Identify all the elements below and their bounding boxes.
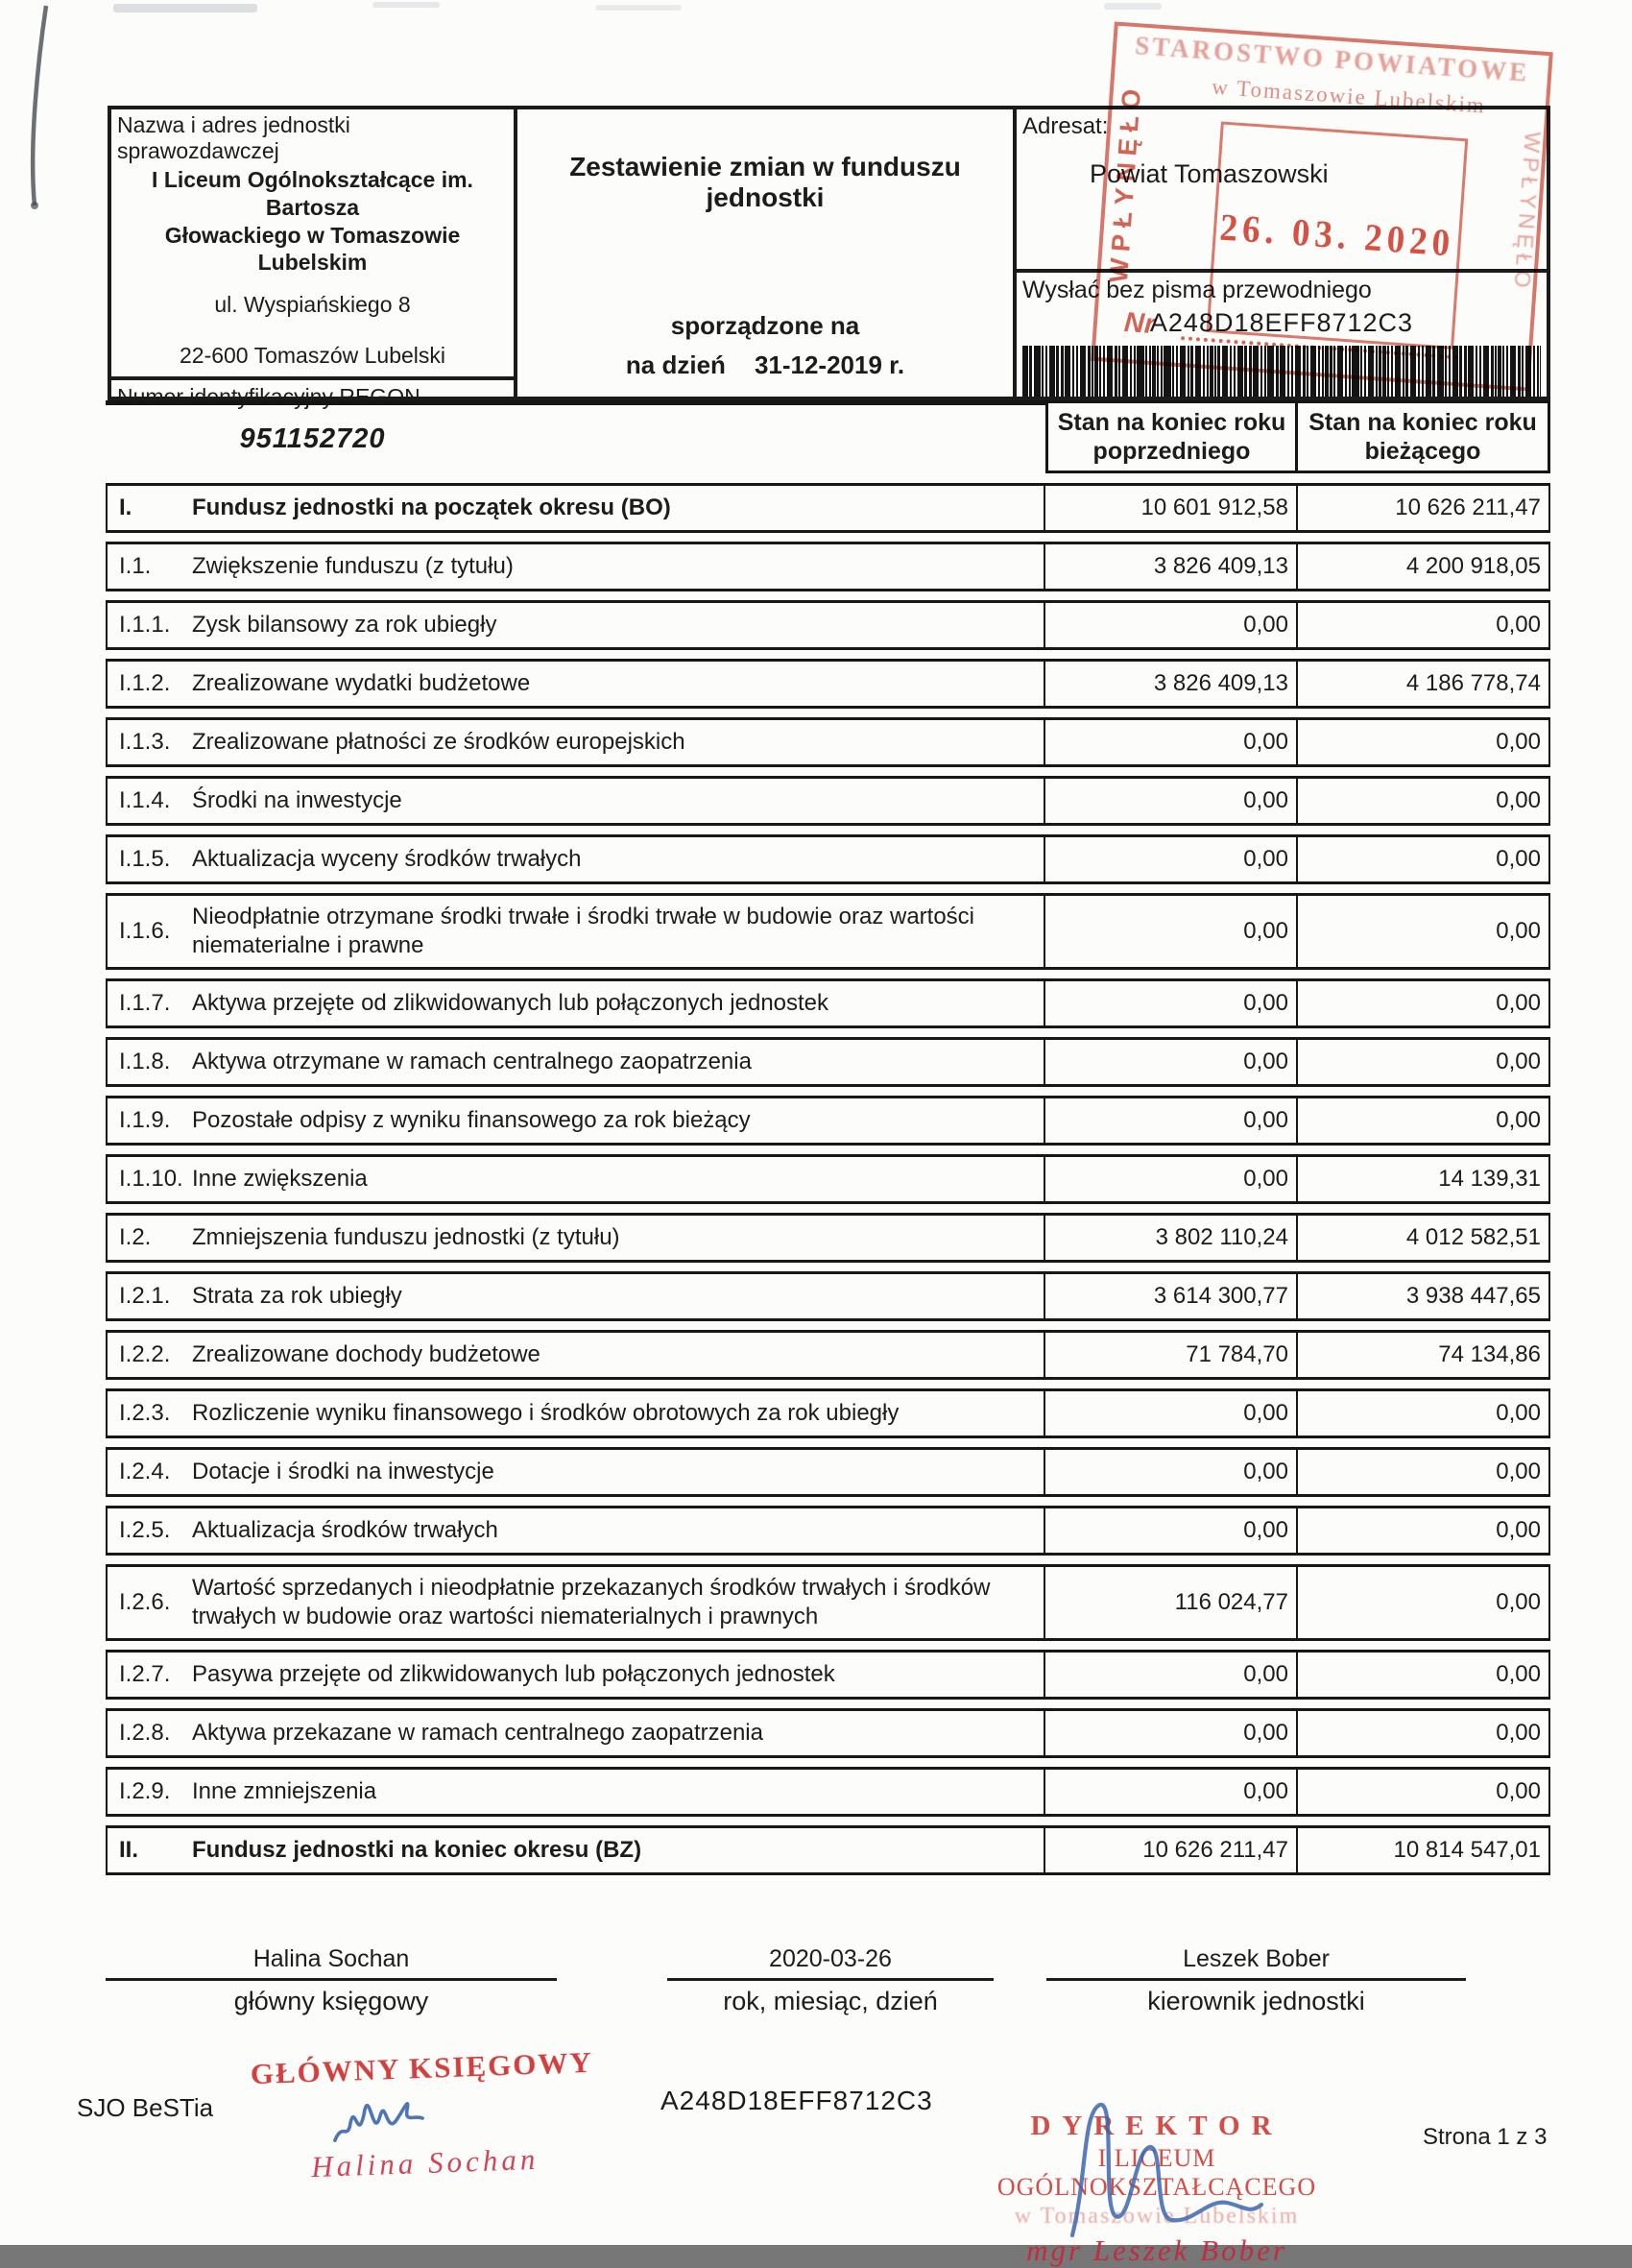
fund-changes-table bbox=[106, 400, 1550, 1884]
chief-accountant-stamp-name: Halina Sochan bbox=[310, 2141, 540, 2184]
row-value-current: 74 134,86 bbox=[1296, 1333, 1548, 1377]
row-label: Fundusz jednostki na początek okresu (BO) bbox=[192, 495, 671, 520]
row-value-current: 0,00 bbox=[1296, 603, 1548, 647]
row-label: Aktualizacja wyceny środków trwałych bbox=[192, 846, 582, 872]
system-name: SJO BeSTia bbox=[77, 2093, 214, 2122]
row-value-current: 0,00 bbox=[1296, 1098, 1548, 1143]
row-value-current: 0,00 bbox=[1296, 1040, 1548, 1084]
signature-accountant bbox=[106, 1945, 557, 2016]
row-value-current: 10 814 547,01 bbox=[1296, 1828, 1548, 1872]
row-value-previous: 3 826 409,13 bbox=[1044, 544, 1296, 589]
row-id: I.1.8. bbox=[119, 1049, 171, 1074]
table-row bbox=[106, 1154, 1550, 1204]
table-row bbox=[106, 1564, 1550, 1641]
document-code: A248D18EFF8712C3 bbox=[1149, 308, 1414, 337]
table-row bbox=[106, 834, 1550, 884]
row-label: Strata za rok ubiegły bbox=[192, 1283, 402, 1309]
row-value-previous: 116 024,77 bbox=[1044, 1567, 1296, 1638]
table-row bbox=[106, 776, 1550, 826]
scan-artifact bbox=[1104, 3, 1162, 10]
table-row bbox=[106, 1037, 1550, 1087]
row-value-previous: 0,00 bbox=[1044, 779, 1296, 823]
column-header-current-year: Stan na koniec roku bieżącego bbox=[1298, 400, 1550, 473]
row-label: Aktualizacja środków trwałych bbox=[192, 1517, 498, 1543]
table-row bbox=[106, 1447, 1550, 1497]
row-value-current: 0,00 bbox=[1296, 1508, 1548, 1553]
row-value-current: 0,00 bbox=[1296, 837, 1548, 881]
row-id: I.1.9. bbox=[119, 1107, 171, 1133]
unit-name bbox=[111, 166, 514, 277]
row-value-previous: 0,00 bbox=[1044, 720, 1296, 764]
table-row bbox=[106, 1213, 1550, 1263]
send-note: Wysłać bez pisma przewodniego bbox=[1022, 277, 1372, 303]
row-label: Zrealizowane dochody budżetowe bbox=[192, 1341, 540, 1367]
unit-city: 22-600 Tomaszów Lubelski bbox=[179, 343, 445, 368]
row-id: I.2.7. bbox=[119, 1661, 171, 1687]
row-id: I.1.7. bbox=[119, 990, 171, 1016]
row-value-previous: 10 626 211,47 bbox=[1044, 1828, 1296, 1872]
regon-value: 951152720 bbox=[239, 423, 386, 454]
row-value-current: 0,00 bbox=[1296, 1770, 1548, 1814]
row-id: I.1.3. bbox=[119, 729, 171, 755]
row-label: Pozostałe odpisy z wyniku finansowego za rok bieżący bbox=[192, 1107, 751, 1133]
director-stamp-city: w Tomaszowie Lubelskim bbox=[1014, 2204, 1300, 2229]
as-of-date bbox=[626, 350, 904, 380]
director-stamp-title: DYREKTOR bbox=[1030, 2111, 1284, 2141]
table-row bbox=[106, 483, 1550, 533]
row-label: Zrealizowane wydatki budżetowe bbox=[192, 670, 531, 696]
table-row bbox=[106, 1650, 1550, 1700]
chief-accountant-stamp-title: GŁÓWNY KSIĘGOWY bbox=[250, 2044, 594, 2091]
stamp-received-right: WPŁYNĘŁO bbox=[1509, 131, 1546, 294]
chief-accountant-stamp bbox=[225, 2044, 622, 2187]
row-value-previous: 0,00 bbox=[1044, 1450, 1296, 1494]
row-id: I.2.2. bbox=[119, 1341, 171, 1367]
table-row bbox=[106, 542, 1550, 591]
barcode bbox=[1022, 346, 1541, 397]
row-value-previous: 0,00 bbox=[1044, 1040, 1296, 1084]
row-label: Zwiększenie funduszu (z tytułu) bbox=[192, 553, 514, 579]
row-label: Nieodpłatnie otrzymane środki trwałe i środki trwałe w budowie oraz wartości niematerialne i prawne bbox=[192, 904, 975, 958]
row-label: Inne zmniejszenia bbox=[192, 1778, 377, 1804]
table-row bbox=[106, 659, 1550, 709]
row-value-current: 0,00 bbox=[1296, 1653, 1548, 1697]
row-value-previous: 0,00 bbox=[1044, 1157, 1296, 1201]
table-row bbox=[106, 1506, 1550, 1556]
row-label: Zrealizowane płatności ze środków europejskich bbox=[192, 729, 685, 755]
row-label: Aktywa przekazane w ramach centralnego zaopatrzenia bbox=[192, 1720, 763, 1746]
scan-artifact bbox=[113, 4, 257, 12]
row-id: I.1.5. bbox=[119, 846, 171, 872]
signature-role: kierownik jednostki bbox=[1147, 1987, 1365, 2015]
row-value-previous: 0,00 bbox=[1044, 837, 1296, 881]
row-value-previous: 0,00 bbox=[1044, 1508, 1296, 1553]
row-value-previous: 3 826 409,13 bbox=[1044, 662, 1296, 706]
row-value-previous: 0,00 bbox=[1044, 1770, 1296, 1814]
row-value-previous: 0,00 bbox=[1044, 1653, 1296, 1697]
addressee-section bbox=[1017, 109, 1547, 273]
page-number: Strona 1 z 3 bbox=[1423, 2124, 1548, 2150]
row-label: Aktywa przejęte od zlikwidowanych lub połączonych jednostek bbox=[192, 990, 829, 1016]
row-value-current: 0,00 bbox=[1296, 1711, 1548, 1755]
signature-name: 2020-03-26 bbox=[769, 1945, 892, 1972]
addressee-label: Adresat: bbox=[1022, 113, 1109, 139]
table-header bbox=[106, 400, 1550, 473]
row-label: Środki na inwestycje bbox=[192, 787, 402, 813]
row-value-current: 0,00 bbox=[1296, 1391, 1548, 1436]
row-id: II. bbox=[119, 1837, 139, 1863]
reporting-unit-box bbox=[108, 106, 517, 454]
row-value-previous: 0,00 bbox=[1044, 1098, 1296, 1143]
row-id: I. bbox=[119, 495, 132, 520]
title-box bbox=[517, 106, 1017, 400]
unit-box-label: Nazwa i adres jednostki sprawozdawczej bbox=[117, 112, 350, 163]
footer-document-code: A248D18EFF8712C3 bbox=[660, 2086, 933, 2115]
table-row bbox=[106, 1708, 1550, 1758]
row-value-previous: 3 802 110,24 bbox=[1044, 1216, 1296, 1260]
accountant-signature bbox=[322, 2080, 468, 2154]
row-id: I.1.6. bbox=[119, 918, 171, 944]
signature-date bbox=[667, 1945, 994, 2016]
row-id: I.1.1. bbox=[119, 612, 171, 638]
row-value-current: 3 938 447,65 bbox=[1296, 1274, 1548, 1318]
row-label: Aktywa otrzymane w ramach centralnego zaopatrzenia bbox=[192, 1049, 752, 1074]
addressee-value: Powiat Tomaszowski bbox=[1090, 159, 1329, 188]
row-label: Wartość sprzedanych i nieodpłatnie przekazanych środków trwałych i środków trwałych w budowie oraz wartości niematerialnych i prawnych bbox=[192, 1575, 991, 1629]
row-value-current: 4 012 582,51 bbox=[1296, 1216, 1548, 1260]
row-id: I.1.10. bbox=[119, 1166, 183, 1192]
as-of-label: na dzień bbox=[625, 350, 726, 379]
scan-artifact bbox=[372, 2, 440, 8]
regon-label: Numer identyfikacyjny REGON bbox=[117, 384, 420, 409]
row-label: Inne zwiększenia bbox=[192, 1166, 368, 1192]
row-id: I.2.1. bbox=[119, 1283, 171, 1309]
row-value-previous: 0,00 bbox=[1044, 896, 1296, 967]
row-value-current: 4 200 918,05 bbox=[1296, 544, 1548, 589]
unit-name-line2: Głowackiego w Tomaszowie Lubelskim bbox=[164, 222, 461, 276]
table-row bbox=[106, 600, 1550, 650]
row-label: Zmniejszenia funduszu jednostki (z tytułu) bbox=[192, 1224, 620, 1250]
director-stamp-name: mgr Leszek Bober bbox=[1026, 2233, 1287, 2267]
table-row bbox=[106, 1330, 1550, 1380]
row-label: Zysk bilansowy za rok ubiegły bbox=[192, 612, 497, 638]
row-id: I.2.4. bbox=[119, 1459, 171, 1484]
stamp-date: 26. 03. 2020 bbox=[1218, 206, 1456, 266]
row-value-current: 0,00 bbox=[1296, 1567, 1548, 1638]
stamp-nr-label: Nr bbox=[1122, 306, 1157, 341]
row-id: I.2.3. bbox=[119, 1400, 171, 1426]
unit-street: ul. Wyspiańskiego 8 bbox=[214, 292, 411, 317]
row-value-previous: 0,00 bbox=[1044, 1711, 1296, 1755]
row-id: I.1.4. bbox=[119, 787, 171, 813]
row-value-current: 0,00 bbox=[1296, 1450, 1548, 1494]
row-value-current: 0,00 bbox=[1296, 720, 1548, 764]
row-id: I.2.6. bbox=[119, 1589, 171, 1615]
row-value-previous: 10 601 912,58 bbox=[1044, 486, 1296, 530]
row-value-previous: 0,00 bbox=[1044, 1391, 1296, 1436]
row-id: I.2. bbox=[119, 1224, 152, 1250]
table-row bbox=[106, 1271, 1550, 1321]
signature-name: Halina Sochan bbox=[252, 1945, 410, 1972]
row-value-current: 0,00 bbox=[1296, 896, 1548, 967]
row-label: Rozliczenie wyniku finansowego i środków obrotowych za rok ubiegły bbox=[192, 1400, 900, 1426]
unit-name-line1: I Liceum Ogólnokształcące im. Bartosza bbox=[152, 167, 473, 220]
row-value-current: 14 139,31 bbox=[1296, 1157, 1548, 1201]
table-body bbox=[106, 483, 1550, 1875]
scan-artifact bbox=[595, 5, 682, 11]
row-value-previous: 0,00 bbox=[1044, 981, 1296, 1025]
signature-name: Leszek Bober bbox=[1183, 1945, 1330, 1972]
stamp-office-line2: w Tomaszowie Lubelskim bbox=[1211, 74, 1487, 118]
row-label: Dotacje i środki na inwestycje bbox=[192, 1459, 494, 1484]
table-row bbox=[106, 717, 1550, 767]
table-row bbox=[106, 978, 1550, 1028]
row-id: I.1. bbox=[119, 553, 152, 579]
addressee-box bbox=[1017, 106, 1550, 400]
row-label: Pasywa przejęte od zlikwidowanych lub połączonych jednostek bbox=[192, 1661, 835, 1687]
director-signature bbox=[1020, 2091, 1308, 2245]
table-header-spacer bbox=[106, 400, 1045, 473]
table-row bbox=[106, 893, 1550, 970]
prepared-label: sporządzone na bbox=[670, 311, 860, 340]
director-stamp-school: I LICEUM OGÓLNOKSZTAŁCĄCEGO bbox=[996, 2144, 1317, 2201]
row-value-current: 0,00 bbox=[1296, 981, 1548, 1025]
as-of-value: 31-12-2019 r. bbox=[754, 350, 905, 379]
column-header-previous-year: Stan na koniec roku poprzedniego bbox=[1045, 400, 1298, 473]
signature-manager bbox=[1046, 1945, 1466, 2016]
table-row bbox=[106, 1825, 1550, 1875]
row-value-previous: 0,00 bbox=[1044, 603, 1296, 647]
row-value-current: 4 186 778,74 bbox=[1296, 662, 1548, 706]
pen-mark bbox=[10, 0, 77, 230]
row-id: I.1.2. bbox=[119, 670, 171, 696]
stamp-received-left: WPŁYNĘŁO bbox=[1103, 81, 1147, 284]
row-id: I.2.8. bbox=[119, 1720, 171, 1746]
signature-role: rok, miesiąc, dzień bbox=[723, 1987, 938, 2015]
row-value-current: 10 626 211,47 bbox=[1296, 486, 1548, 530]
row-id: I.2.5. bbox=[119, 1517, 171, 1543]
row-label: Fundusz jednostki na koniec okresu (BZ) bbox=[192, 1837, 642, 1863]
table-row bbox=[106, 1767, 1550, 1817]
table-row bbox=[106, 1388, 1550, 1438]
table-row bbox=[106, 1096, 1550, 1146]
row-value-previous: 71 784,70 bbox=[1044, 1333, 1296, 1377]
document-title: Zestawienie zmian w funduszu jednostki bbox=[569, 152, 961, 212]
signature-role: główny księgowy bbox=[233, 1987, 429, 2015]
stamp-office-line1: STAROSTWO POWIATOWE bbox=[1134, 31, 1531, 87]
row-value-current: 0,00 bbox=[1296, 779, 1548, 823]
row-id: I.2.9. bbox=[119, 1778, 171, 1804]
row-value-previous: 3 614 300,77 bbox=[1044, 1274, 1296, 1318]
